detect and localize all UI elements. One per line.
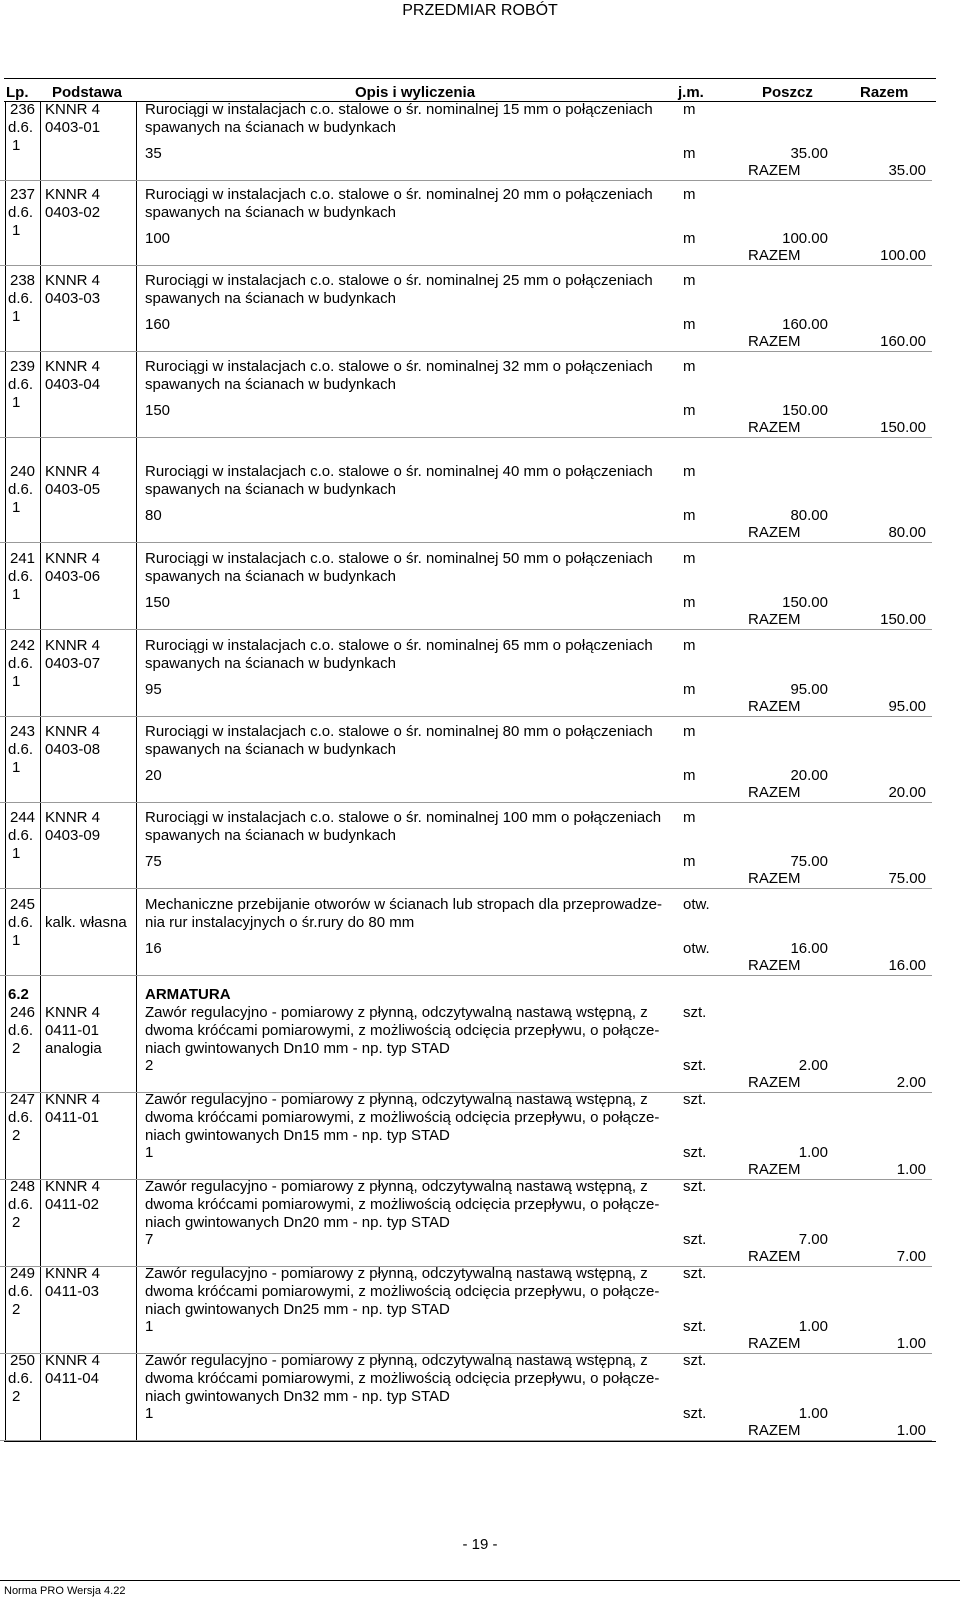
description-line: spawanych na ścianach w budynkach (145, 376, 396, 393)
description-line: Rurociągi w instalacjach c.o. stalowe o śr. nominalnej 40 mm o połączeniach (145, 463, 653, 480)
basis-code: 0403-03 (45, 290, 101, 307)
razem-label: RAZEM (748, 1074, 801, 1091)
razem-label: RAZEM (748, 1248, 801, 1265)
calculation: 150 (145, 594, 171, 611)
razem-value: 16.00 (888, 957, 926, 974)
basis-code: 0411-02 (45, 1196, 99, 1213)
basis-catalog: KNNR 4 (45, 358, 101, 375)
item-number: 246 (10, 1004, 36, 1021)
description-line: spawanych na ścianach w budynkach (145, 119, 396, 136)
basis-note: analogia (45, 1040, 102, 1057)
razem-label: RAZEM (748, 333, 801, 350)
poszcz-value: 150.00 (782, 402, 828, 419)
calculation-unit: szt. (683, 1318, 707, 1335)
basis-code: 0403-09 (45, 827, 101, 844)
razem-value: 80.00 (888, 524, 926, 541)
unit: m (683, 358, 696, 375)
item-d: d.6. (8, 741, 34, 758)
calculation-unit: m (683, 145, 696, 162)
description-line: Rurociągi w instalacjach c.o. stalowe o śr. nominalnej 32 mm o połączeniach (145, 358, 653, 375)
description-line: nia rur instalacyjnych o śr.rury do 80 mm (145, 914, 415, 931)
item-quantity-index: 1 (12, 932, 21, 949)
unit: m (683, 637, 696, 654)
razem-value: 1.00 (896, 1161, 926, 1178)
description-line: niach gwintowanych Dn10 mm - np. typ STAD (145, 1040, 450, 1057)
description-line: dwoma króćcami pomiarowymi, z możliwością odcięcia przepływu, o połącze- (145, 1283, 660, 1300)
col-poszcz: Poszcz (762, 84, 813, 101)
item-quantity-index: 1 (12, 308, 21, 325)
item-number: 244 (10, 809, 36, 826)
razem-label: RAZEM (748, 1422, 801, 1439)
item-quantity-index: 2 (12, 1301, 21, 1318)
basis-catalog: KNNR 4 (45, 1091, 101, 1108)
calculation: 16 (145, 940, 162, 957)
item-d: d.6. (8, 568, 34, 585)
razem-label: RAZEM (748, 1335, 801, 1352)
razem-value: 1.00 (896, 1422, 926, 1439)
item-d: d.6. (8, 1109, 34, 1126)
unit: otw. (683, 896, 710, 913)
description-line: Zawór regulacyjno - pomiarowy z płynną, odczytywalną nastawą wstępną, z (145, 1265, 648, 1282)
description-line: spawanych na ścianach w budynkach (145, 741, 396, 758)
basis-code: 0403-07 (45, 655, 101, 672)
item-d: d.6. (8, 376, 34, 393)
razem-label: RAZEM (748, 611, 801, 628)
basis-code: 0403-01 (45, 119, 101, 136)
header-top-rule (4, 78, 936, 79)
poszcz-value: 75.00 (790, 853, 828, 870)
razem-label: RAZEM (748, 247, 801, 264)
document-title: PRZEDMIAR ROBÓT (402, 2, 558, 19)
calculation: 80 (145, 507, 162, 524)
basis-code: kalk. własna (45, 914, 127, 931)
row-separator (0, 975, 932, 976)
item-d: d.6. (8, 119, 34, 136)
razem-label: RAZEM (748, 957, 801, 974)
description-line: Zawór regulacyjno - pomiarowy z płynną, odczytywalną nastawą wstępną, z (145, 1178, 648, 1195)
calculation-unit: m (683, 681, 696, 698)
row-separator (0, 180, 932, 181)
item-d: d.6. (8, 481, 34, 498)
razem-value: 1.00 (896, 1335, 926, 1352)
row-separator (0, 542, 932, 543)
item-number: 242 (10, 637, 36, 654)
description-line: spawanych na ścianach w budynkach (145, 655, 396, 672)
razem-value: 150.00 (880, 611, 926, 628)
col-razem: Razem (860, 84, 909, 101)
description-line: dwoma króćcami pomiarowymi, z możliwością odcięcia przepływu, o połącze- (145, 1022, 660, 1039)
razem-label: RAZEM (748, 870, 801, 887)
description-line: Zawór regulacyjno - pomiarowy z płynną, odczytywalną nastawą wstępną, z (145, 1004, 648, 1021)
item-number: 240 (10, 463, 36, 480)
col-opis: Opis i wyliczenia (355, 84, 476, 101)
calculation-unit: m (683, 594, 696, 611)
razem-value: 100.00 (880, 247, 926, 264)
item-d: d.6. (8, 827, 34, 844)
unit: szt. (683, 1091, 707, 1108)
poszcz-value: 7.00 (798, 1231, 828, 1248)
basis-catalog: KNNR 4 (45, 272, 101, 289)
calculation-unit: m (683, 507, 696, 524)
basis-code: 0403-04 (45, 376, 101, 393)
row-separator (0, 265, 932, 266)
description-line: niach gwintowanych Dn32 mm - np. typ STAD (145, 1388, 450, 1405)
basis-catalog: KNNR 4 (45, 463, 101, 480)
section-title: ARMATURA (145, 986, 231, 1003)
basis-catalog: KNNR 4 (45, 809, 101, 826)
description-line: spawanych na ścianach w budynkach (145, 204, 396, 221)
description-line: Rurociągi w instalacjach c.o. stalowe o śr. nominalnej 50 mm o połączeniach (145, 550, 653, 567)
description-line: niach gwintowanych Dn15 mm - np. typ STAD (145, 1127, 450, 1144)
poszcz-value: 95.00 (790, 681, 828, 698)
item-quantity-index: 2 (12, 1388, 21, 1405)
unit: m (683, 463, 696, 480)
item-d: d.6. (8, 204, 34, 221)
unit: m (683, 101, 696, 118)
description-line: Zawór regulacyjno - pomiarowy z płynną, odczytywalną nastawą wstępną, z (145, 1091, 648, 1108)
calculation: 20 (145, 767, 162, 784)
item-d: d.6. (8, 914, 34, 931)
item-quantity-index: 1 (12, 499, 21, 516)
unit: m (683, 723, 696, 740)
description-line: dwoma króćcami pomiarowymi, z możliwością odcięcia przepływu, o połącze- (145, 1370, 660, 1387)
row-separator (0, 716, 932, 717)
footer-rule (0, 1580, 960, 1581)
item-d: d.6. (8, 655, 34, 672)
footer-text: Norma PRO Wersja 4.22 (4, 1585, 126, 1597)
description-line: Zawór regulacyjno - pomiarowy z płynną, odczytywalną nastawą wstępną, z (145, 1352, 648, 1369)
item-quantity-index: 2 (12, 1214, 21, 1231)
item-quantity-index: 1 (12, 222, 21, 239)
unit: szt. (683, 1004, 707, 1021)
razem-value: 7.00 (896, 1248, 926, 1265)
description-line: dwoma króćcami pomiarowymi, z możliwością odcięcia przepływu, o połącze- (145, 1109, 660, 1126)
item-d: d.6. (8, 290, 34, 307)
col-jm: j.m. (678, 84, 704, 101)
basis-catalog: KNNR 4 (45, 1265, 101, 1282)
row-separator (0, 351, 932, 352)
basis-catalog: KNNR 4 (45, 1352, 101, 1369)
row-separator (0, 437, 932, 438)
basis-code: 0411-01 (45, 1022, 99, 1039)
razem-value: 150.00 (880, 419, 926, 436)
calculation: 1 (145, 1318, 154, 1335)
razem-value: 2.00 (896, 1074, 926, 1091)
calculation-unit: m (683, 230, 696, 247)
unit: szt. (683, 1265, 707, 1282)
basis-code: 0411-04 (45, 1370, 99, 1387)
item-quantity-index: 1 (12, 673, 21, 690)
poszcz-value: 16.00 (790, 940, 828, 957)
item-d: d.6. (8, 1370, 34, 1387)
basis-code: 0403-02 (45, 204, 101, 221)
calculation-unit: m (683, 402, 696, 419)
calculation-unit: szt. (683, 1144, 707, 1161)
basis-code: 0411-01 (45, 1109, 99, 1126)
item-quantity-index: 1 (12, 759, 21, 776)
unit: m (683, 186, 696, 203)
basis-catalog: KNNR 4 (45, 723, 101, 740)
table-left-border (5, 101, 6, 1441)
calculation-unit: szt. (683, 1231, 707, 1248)
calculation-unit: szt. (683, 1057, 707, 1074)
calculation: 1 (145, 1144, 154, 1161)
item-number: 247 (10, 1091, 36, 1108)
calculation-unit: szt. (683, 1405, 707, 1422)
basis-catalog: KNNR 4 (45, 186, 101, 203)
calculation-unit: otw. (683, 940, 710, 957)
calculation-unit: m (683, 767, 696, 784)
poszcz-value: 1.00 (798, 1405, 828, 1422)
unit: m (683, 809, 696, 826)
unit: szt. (683, 1178, 707, 1195)
poszcz-value: 100.00 (782, 230, 828, 247)
item-number: 238 (10, 272, 36, 289)
description-line: Rurociągi w instalacjach c.o. stalowe o śr. nominalnej 15 mm o połączeniach (145, 101, 653, 118)
razem-label: RAZEM (748, 419, 801, 436)
description-line: dwoma króćcami pomiarowymi, z możliwością odcięcia przepływu, o połącze- (145, 1196, 660, 1213)
basis-catalog: KNNR 4 (45, 637, 101, 654)
item-number: 237 (10, 186, 36, 203)
poszcz-value: 150.00 (782, 594, 828, 611)
poszcz-value: 160.00 (782, 316, 828, 333)
basis-code: 0403-08 (45, 741, 101, 758)
item-number: 236 (10, 101, 36, 118)
calculation: 7 (145, 1231, 154, 1248)
description-line: spawanych na ścianach w budynkach (145, 568, 396, 585)
description-line: spawanych na ścianach w budynkach (145, 481, 396, 498)
item-number: 245 (10, 896, 36, 913)
basis-catalog: KNNR 4 (45, 1178, 101, 1195)
page-number: - 19 - (462, 1536, 498, 1553)
item-number: 249 (10, 1265, 36, 1282)
basis-catalog: KNNR 4 (45, 1004, 101, 1021)
basis-catalog: KNNR 4 (45, 101, 101, 118)
description-line: niach gwintowanych Dn20 mm - np. typ STAD (145, 1214, 450, 1231)
description-line: spawanych na ścianach w budynkach (145, 290, 396, 307)
calculation: 35 (145, 145, 162, 162)
row-separator (0, 629, 932, 630)
item-number: 243 (10, 723, 36, 740)
item-d: d.6. (8, 1283, 34, 1300)
poszcz-value: 80.00 (790, 507, 828, 524)
row-separator (0, 888, 932, 889)
column-separator (40, 101, 41, 1441)
calculation: 100 (145, 230, 171, 247)
item-number: 239 (10, 358, 36, 375)
item-quantity-index: 1 (12, 394, 21, 411)
description-line: spawanych na ścianach w budynkach (145, 827, 396, 844)
razem-label: RAZEM (748, 162, 801, 179)
razem-value: 160.00 (880, 333, 926, 350)
razem-value: 95.00 (888, 698, 926, 715)
item-quantity-index: 1 (12, 586, 21, 603)
unit: m (683, 272, 696, 289)
basis-code: 0411-03 (45, 1283, 99, 1300)
poszcz-value: 20.00 (790, 767, 828, 784)
description-line: niach gwintowanych Dn25 mm - np. typ STAD (145, 1301, 450, 1318)
description-line: Rurociągi w instalacjach c.o. stalowe o śr. nominalnej 20 mm o połączeniach (145, 186, 653, 203)
unit: szt. (683, 1352, 707, 1369)
column-separator (136, 101, 137, 1441)
description-line: Rurociągi w instalacjach c.o. stalowe o śr. nominalnej 65 mm o połączeniach (145, 637, 653, 654)
item-number: 250 (10, 1352, 36, 1369)
calculation: 150 (145, 402, 171, 419)
description-line: Rurociągi w instalacjach c.o. stalowe o śr. nominalnej 80 mm o połączeniach (145, 723, 653, 740)
poszcz-value: 1.00 (798, 1318, 828, 1335)
razem-label: RAZEM (748, 698, 801, 715)
col-podstawa: Podstawa (52, 84, 123, 101)
item-quantity-index: 1 (12, 137, 21, 154)
razem-value: 20.00 (888, 784, 926, 801)
basis-code: 0403-06 (45, 568, 101, 585)
description-line: Rurociągi w instalacjach c.o. stalowe o śr. nominalnej 100 mm o połączeniach (145, 809, 662, 826)
razem-value: 35.00 (888, 162, 926, 179)
calculation-unit: m (683, 853, 696, 870)
razem-value: 75.00 (888, 870, 926, 887)
description-line: Rurociągi w instalacjach c.o. stalowe o śr. nominalnej 25 mm o połączeniach (145, 272, 653, 289)
razem-label: RAZEM (748, 784, 801, 801)
description-line: Mechaniczne przebijanie otworów w ścianach lub stropach dla przeprowadze- (145, 896, 662, 913)
basis-code: 0403-05 (45, 481, 101, 498)
col-lp: Lp. (6, 84, 29, 101)
item-quantity-index: 2 (12, 1127, 21, 1144)
calculation-unit: m (683, 316, 696, 333)
poszcz-value: 1.00 (798, 1144, 828, 1161)
calculation: 2 (145, 1057, 154, 1074)
unit: m (683, 550, 696, 567)
item-d: d.6. (8, 1022, 34, 1039)
calculation: 160 (145, 316, 171, 333)
calculation: 75 (145, 853, 162, 870)
item-number: 241 (10, 550, 36, 567)
table-bottom-rule (4, 1441, 936, 1442)
item-quantity-index: 1 (12, 845, 21, 862)
item-d: d.6. (8, 1196, 34, 1213)
razem-label: RAZEM (748, 524, 801, 541)
poszcz-value: 2.00 (798, 1057, 828, 1074)
razem-label: RAZEM (748, 1161, 801, 1178)
calculation: 95 (145, 681, 162, 698)
poszcz-value: 35.00 (790, 145, 828, 162)
basis-catalog: KNNR 4 (45, 550, 101, 567)
calculation: 1 (145, 1405, 154, 1422)
section-number: 6.2 (8, 986, 29, 1003)
row-separator (0, 802, 932, 803)
item-quantity-index: 2 (12, 1040, 21, 1057)
item-number: 248 (10, 1178, 36, 1195)
